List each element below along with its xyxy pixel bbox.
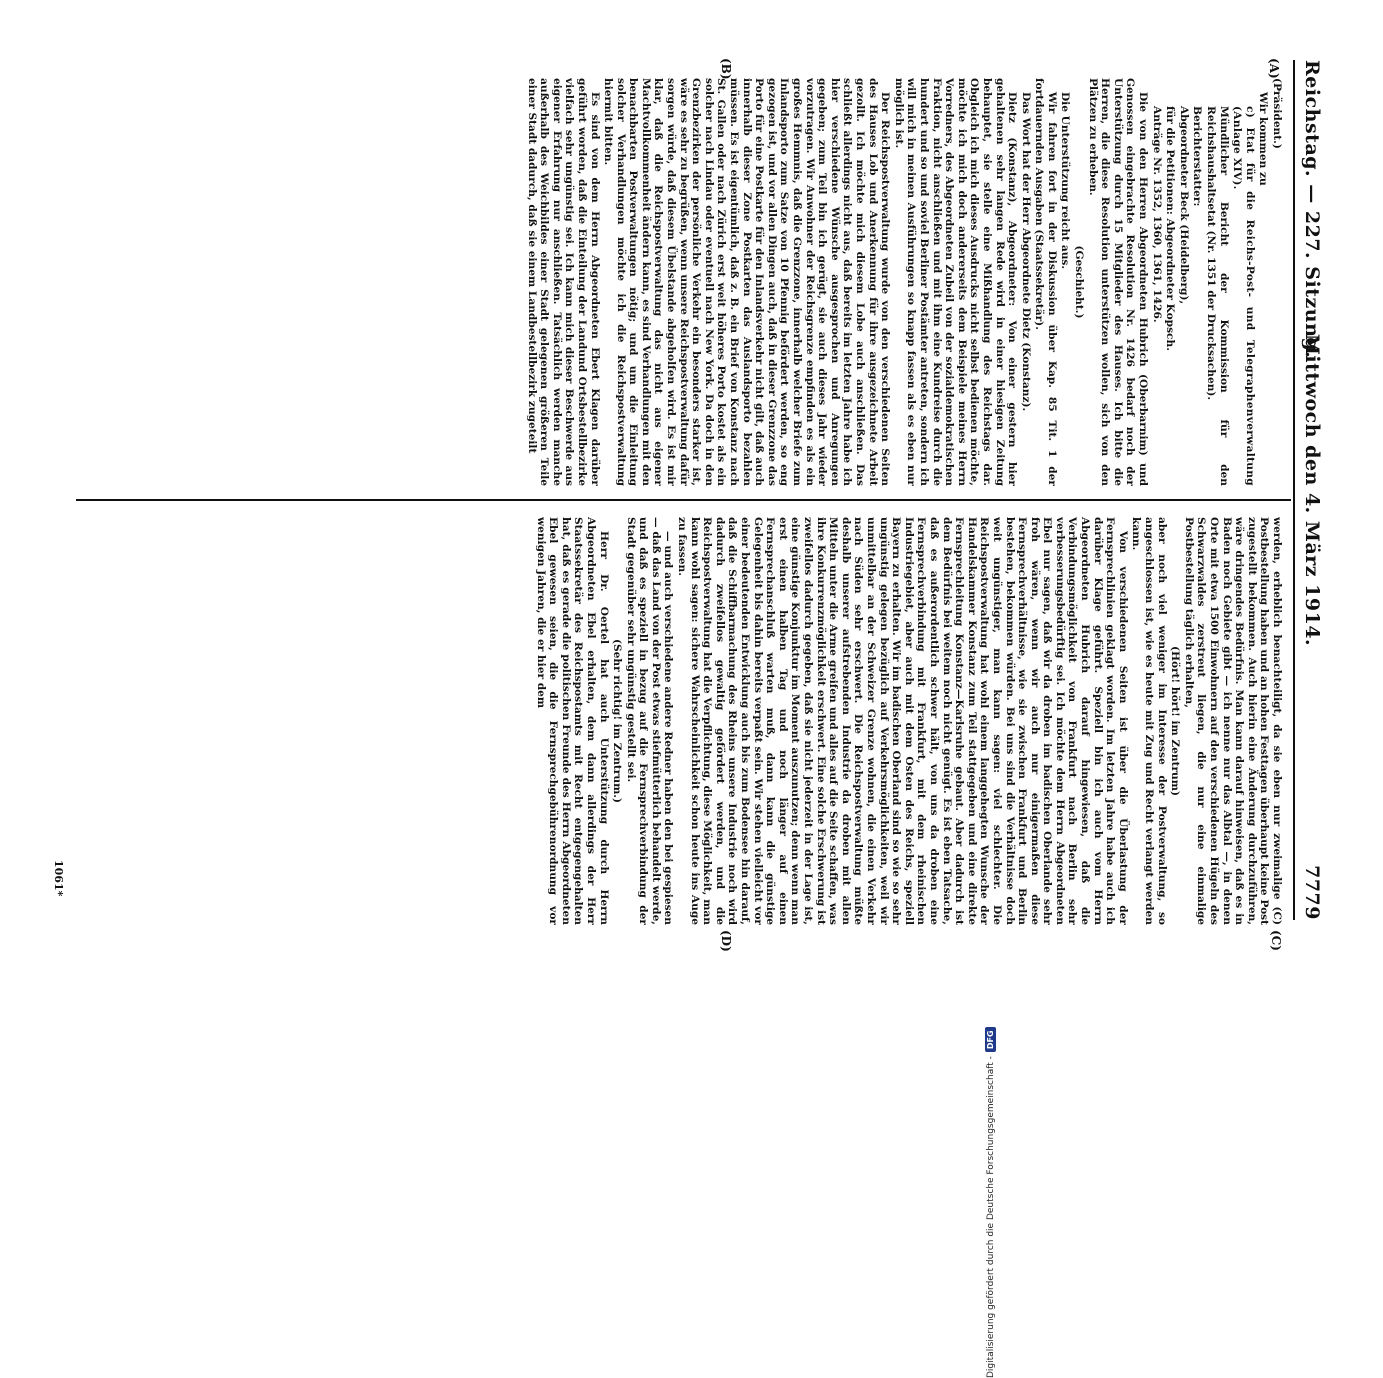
header-chamber: Reichstag. — 227. Sitzung. [1301,60,1323,359]
speech-paragraph: Es sind von dem Herrn Abgeordneten Ebert Klagen darüber geführt worden, daß die Einteilung der Landund Ortsbestellbezirke vielfach sehr ungünstig sei. Ich kann mich dieser Beschwerde aus eigener Erfahrung nur anschließen. Tatsächlich werden manche außerhalb des Weichbildes einer Stadt gelegenen größeren Teile einer Stadt dadurch, daß sie einem Landbestellbezirk zugeteilt [525,78,601,486]
paragraph: Das Wort hat der Herr Abgeordnete Dietz (Konstanz). [1019,92,1032,412]
paragraph: (Geschieht.) [1073,245,1086,319]
header-rule [1293,60,1295,920]
margin-marker-b: (B) [719,58,733,80]
page-header [1293,60,1323,920]
agenda-item: c) Etat für die Reichs-Post- und Telegraphenverwaltung (Anlage XIV). [1231,106,1256,486]
paragraph: Berichterstatter: [1191,106,1204,207]
right-column [67,517,1283,925]
dfg-logo-icon: DFG [985,1027,996,1052]
margin-marker-d: (D) [719,930,733,952]
digitization-credit [985,378,996,1378]
margin-marker-c: (C) [1269,930,1283,951]
header-date: Mittwoch den 4. März 1914. [1301,333,1323,647]
paragraph: (Präsident.) [1271,78,1283,149]
header-page-number: 7779 [1301,865,1323,920]
paragraph: Anträge Nr. 1352, 1360, 1361, 1426. [1150,106,1163,323]
sheet-number: 1061* [52,860,65,897]
credit-text: Digitalisierung gefördert durch die Deutsche Forschungsgemeinschaft - [985,1056,996,1378]
speech-paragraph: — und auch verschiedene andere Redner haben den bei gespiesen — daß das Land von der Post etwas stiefmütterlich behandelt werde, und daß es speziell in bezug auf die Fernsprechverbindung der Stadt gegenüber sehr ungünstig gestellt sei. [624,517,675,925]
paragraph: Die Unterstützung reicht aus. [1059,92,1072,270]
paragraph: für die Petitionen: Abgeordneter Kopsch. [1164,106,1177,351]
speech-paragraph: Herr Dr. Oertel hat auch Unterstützung durch Herrn Abgeordneten Ebel erhalten, dem dann allerdings der Herr Staatssekretär des Reichspostamts mit Recht entgegengehalten hat, daß es gerade die politischen Freunde des Herrn Abgeordneten Ebel gewesen seien, die die Fernsprechgebührenordnung vor wenigen Jahren, die er hier dem [534,517,610,925]
margin-marker-a: (A) [1267,58,1281,79]
paragraph: Die von den Herren Abgeordneten Hubrich (Oberbarnim) und Genossen eingebrachte Resolution Nr. 1426 bedarf noch der Unterstützung durch 15 Mitglieder des Hauses. Ich bitte die Herren, die diese Resolution unterstützen wollen, sich von den Plätzen zu erheben. [1086,78,1150,486]
speech-paragraph: Der Reichspostverwaltung wurde von den verschiedenen Seiten des Hauses Lob und Anerkennung für ihre ausgezeichnete Arbeit gezollt. Ich möchte mich diesem Lobe auch anschließen. Das schließt allerdings nicht aus, daß bereits im letzten Jahre habe ich hier verschiedene Wünsche ausgesprochen und Anregungen gegeben; zum Teil bin ich gerügt, sie auch dieses Jahr wieder vorzutragen. Wir Anwohner der Reichsgrenze empfinden es als ein großes Hemmnis, daß die Grenzzone, innerhalb welcher Briefe zum Inlandsporto zum Satze von 10 Pfennig befördert werden, so eng gezogen ist, und vor allen Dingen auch, daß in dieser Grenzzone das Porto für eine Postkarte für den Inlandsverkehr nicht gilt, daß auch innerhalb dieser Zone Postkarten das Auslandsporto bezahlen müssen. Es ist eigentümlich, daß z. B. ein Brief von Konstanz nach St. Gallen oder nach Zürich erst weit höheres Porto kostet als ein solcher nach Lindau oder eventuell nach New York. Da doch in den Grenzbezirken der persönliche Verkehr ein besonders starker ist, wäre es sehr zu begrüßen, wenn unsere Reichspostverwaltung dafür sorgen würde, daß diesem Übelstande abgeholfen wird. Es ist mir klar, daß die Reichspostverwaltung das nicht aus eigener Machtvollkommenheit ändern kann, es sind Verhandlungen mit den benachbarten Postverwaltungen nötig; und um die Einleitung solcher Verhandlungen möchte ich die Reichspostverwaltung hiermit bitten. [602,78,892,486]
paragraph: Mündlicher Bericht der Kommission für den Reichshaushaltsetat (Nr. 1351 der Drucksachen). [1205,106,1230,486]
interjection: (Hört! hört! im Zentrum) [1169,646,1182,796]
speech-paragraph: Dietz (Konstanz), Abgeordneter: Von einer gestern hier gehaltenen sehr langen Rede wird in einer hiesigen Zeitung behauptet, sie stelle eine Mißhandlung des Reichstags dar. Obgleich ich mich dieses Ausdrucks nicht selbst bedienen möchte, möchte ich mich doch andererseits dem Beispiele meines Herrn Vorredners, des Abgeordneten Zubeil von der sozialdemokratischen Fraktion, nicht anschließen und mit ihm eine Kundreise durch die hundert und so und soviel Berliner Postämter antreten, sondern ich will mich in meinen Ausführungen so knapp fassen als es eben nur möglich ist. [892,78,1019,486]
speech-paragraph: werden, erheblich benachteiligt, da sie eben nur zweimalige (C) Postbestellung haben und an hohen Festtagen überhaupt keine Post zugestellt bekommen. Auch hierin eine Änderung durchzuführen, wäre dringendes Bedürfnis. Man kann darauf hinweisen, daß es in Baden noch Gebiete gibt — ich nenne nur das Albtal —, in denen Orte mit etwa 1500 Einwohnern auf den verschiedenen Hügeln des Schwarzwaldes zerstreut liegen, die nur eine einmalige Postbestellung täglich erhalten, [1182,517,1283,925]
paragraph: Abgeordneter Beck (Heidelberg), [1177,106,1190,305]
left-column [53,78,1283,486]
paragraph: Wir fahren fort in der Diskussion über Kap. 85 Tit. 1 der fortdauernden Ausgaben (Staatssekretär). [1033,78,1058,486]
interjection: (Sehr richtig! im Zentrum.) [611,639,624,803]
speech-paragraph: aber noch viel weniger im Interesse der Postverwaltung, so angeschlossen ist, wie es heute mit Zug und Recht verlangt werden kann. [1130,517,1168,925]
speech-paragraph: Von verschiedenen Seiten ist über die Überlastung der Fernsprechlinien geklagt worden. Im letzten Jahre habe auch ich darüber Klage geführt. Speziell bin ich auch vom Herrn Abgeordneten Hubrich darauf hingewiesen, daß die Verbindungsmöglichkeit von Frankfurt nach Berlin sehr verbesserungsbedürftig sei. Ich möchte dem Herrn Abgeordneten Ebel nur sagen, daß wir da droben im badischen Oberlande sehr froh wären, wenn wir auch nur einigermaßen diese Fernsprechverhältnisse, wie sie zwischen Frankfurt und Berlin bestehen, bekommen würden. Bei uns sind die Verhältnisse doch weit ungünstiger, man kann sagen: viel schlechter. Die Reichspostverwaltung hat wohl einem langgehegten Wunsche der Handelskammer Konstanz zum Teil stattgegeben und eine direkte Fernsprechleitung Konstanz—Karlsruhe gebaut. Aber dadurch ist dem Bedürfnis bei weitem noch nicht genügt. Es ist eben Tatsache, daß es außerordentlich schwer hält, von uns da droben eine Fernsprechverbindung mit Frankfurt, mit dem rheinischen Industriegebiet, aber auch mit dem Osten des Reichs, speziell Bayern zu erhalten. Wir im badischen Oberland sind so wie so sehr ungünstig gelegen bezüglich auf Verkehrsmöglichkeiten, weil wir unmittelbar an der Schweizer Grenze wohnen, die einen Verkehr nach Süden sehr erschwert. Die Reichspostverwaltung müßte deshalb unserer aufstrebenden Industrie da droben mit allen Mitteln unter die Arme greifen und alles auf die Seite schaffen, was ihre Konkurrenzmöglichkeit erschwert. Eine solche Erschwerung ist zweifellos dadurch gegeben, daß sie nicht jederzeit in der Lage ist, eine günstige Konjunktur im Moment auszunutzen; denn wenn man erst einen halben Tag und noch länger auf einen Fernsprechanschluß warten muß, dann kann die günstige Gelegenheit bis dahin bereits verpaßt sein. Wir stehen vielleicht vor einer bedeutenden Entwicklung auch bis zum Bodensee hin darauf, daß die Schiffbarmachung des Rheins unsere Industrie noch wird dadurch zweifellos gewaltig gefördert werden, und die Reichspostverwaltung hat die Verpflichtung, diese Möglichkeit, man kann wohl sagen: sichere Wahrscheinlichkeit schon heute ins Auge zu fassen. [676,517,1129,925]
column-divider [76,499,1291,501]
paragraph: Wir kommen zu [1257,92,1270,186]
